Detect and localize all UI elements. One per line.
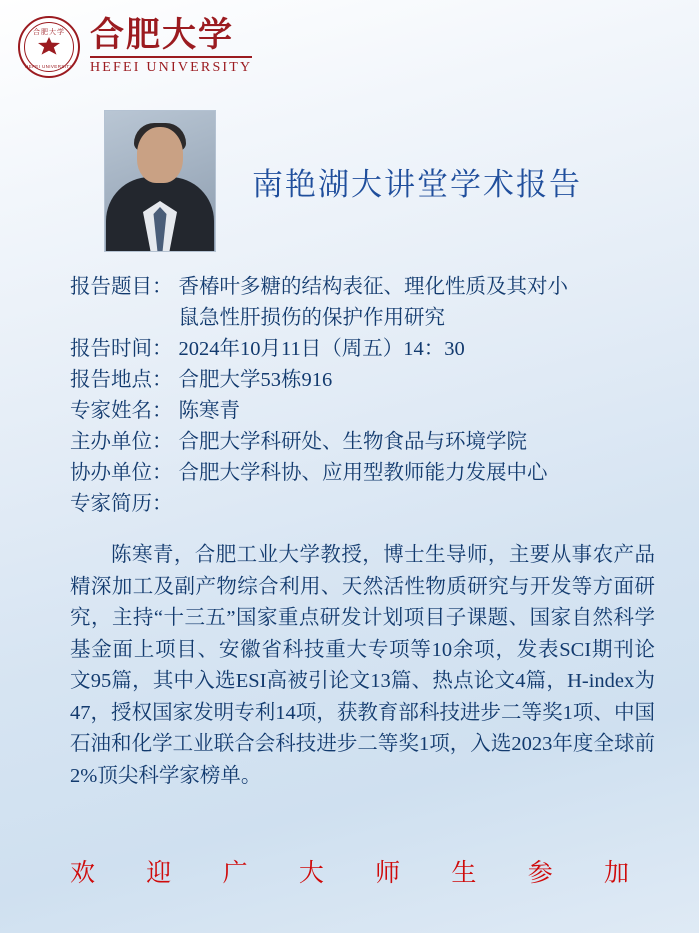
info-row-location <box>70 365 653 396</box>
welcome-char-4: 大 <box>298 858 324 887</box>
info-row-bio-heading <box>70 489 653 520</box>
info-value-location: 合肥大学53栋916 <box>178 369 333 391</box>
university-name-cn: 合肥大学 <box>90 15 234 56</box>
university-wordmark <box>90 15 253 76</box>
welcome-char-6: 生 <box>451 858 477 887</box>
info-row-coorganizer <box>70 458 653 489</box>
info-label-time: 报告时间： <box>70 338 173 360</box>
info-value-topic-line1: 香椿叶多糖的结构表征、理化性质及其对小 <box>178 276 568 298</box>
speaker-portrait <box>104 110 216 252</box>
info-value-speaker: 陈寒青 <box>178 400 240 422</box>
info-value-organizer: 合肥大学科研处、生物食品与环境学院 <box>178 431 527 453</box>
biography-text: 陈寒青，合肥工业大学教授，博士生导师，主要从事农产品精深加工及副产物综合利用、天然活性物质研究与开发等方面研究，主持“十三五”国家重点研发计划项目子课题、国家自然科学基金面上项目、安徽省科技重大专项等10余项，发表SCI期刊论文95篇，其中入选ESI高被引论文13篇、热点论文4篇，H-index为47，授权国家发明专利14项，获教育部科技进步二等奖1项、中国石油和化学工业联合会科技进步二等奖1项，入选2023年度全球前2%顶尖科学家榜单。 <box>70 544 655 787</box>
portrait-face <box>137 127 183 183</box>
welcome-char-3: 广 <box>222 858 248 887</box>
info-label-topic: 报告题目： <box>70 276 173 298</box>
info-label-speaker: 专家姓名： <box>70 400 173 422</box>
university-name-en: HEFEI UNIVERSITY <box>90 59 253 75</box>
info-row-speaker <box>70 396 653 427</box>
info-value-coorganizer: 合肥大学科协、应用型教师能力发展中心 <box>178 462 548 484</box>
info-value-time: 2024年10月11日（周五）14：30 <box>178 338 465 360</box>
welcome-char-8: 加 <box>603 858 629 887</box>
wordmark-divider <box>90 56 252 58</box>
welcome-char-1: 欢 <box>70 858 96 887</box>
info-row-time <box>70 334 653 365</box>
info-value-topic-line2: 鼠急性肝损伤的保护作用研究 <box>178 307 445 329</box>
welcome-char-2: 迎 <box>146 858 172 887</box>
university-crest-icon <box>18 16 80 78</box>
welcome-char-5: 师 <box>375 858 401 887</box>
biography-section <box>70 540 655 792</box>
info-label-bio: 专家简历： <box>70 493 173 515</box>
page-title: 南艳湖大讲堂学术报告 <box>252 166 582 203</box>
info-label-coorganizer: 协办单位： <box>70 462 173 484</box>
info-row-topic <box>70 272 653 334</box>
crest-en-text: HEFEI UNIVERSITY <box>25 64 73 69</box>
university-logo <box>18 16 252 78</box>
info-row-organizer <box>70 427 653 458</box>
info-block <box>70 272 653 520</box>
info-label-location: 报告地点： <box>70 369 173 391</box>
welcome-line <box>70 853 629 889</box>
hero-section <box>0 110 699 252</box>
crest-cn-text: 合肥大学 <box>33 28 65 36</box>
info-label-organizer: 主办单位： <box>70 431 173 453</box>
info-value-topic <box>173 272 654 334</box>
welcome-char-7: 参 <box>527 858 553 887</box>
